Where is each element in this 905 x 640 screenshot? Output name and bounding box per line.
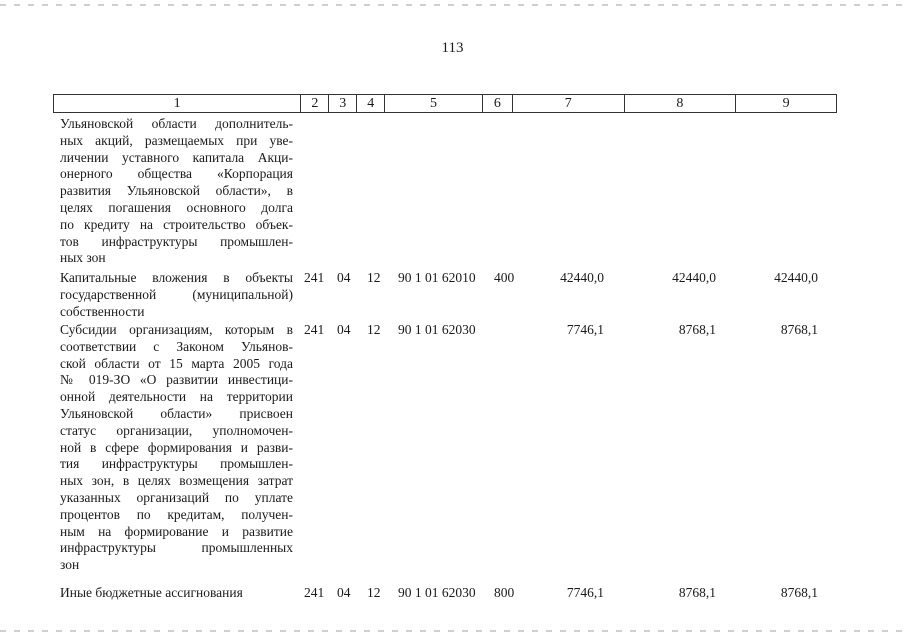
- description-line: Ульяновской области» присвоен: [60, 405, 293, 421]
- amount-column-8: 8768,1: [678, 585, 716, 600]
- target-article-code: 90 1 01 62030: [398, 585, 476, 600]
- column-header-7: 7: [513, 95, 625, 112]
- column-header-1: 1: [54, 95, 301, 112]
- row-description: [60, 116, 293, 267]
- description-line: соответствии с Законом Ульянов-: [60, 338, 293, 354]
- row-description: [60, 270, 293, 320]
- target-article-code: 90 1 01 62010: [398, 270, 476, 285]
- page-number: 113: [441, 40, 464, 56]
- amount-column-9: 42440,0: [774, 270, 818, 285]
- amount-column-7: 7746,1: [566, 322, 604, 337]
- column-header-9: 9: [782, 96, 790, 111]
- target-article-code: 90 1 01 62030: [398, 322, 476, 337]
- subsection-code-2: 12: [367, 270, 381, 285]
- amount-column-8: 42440,0: [672, 270, 716, 285]
- column-header-4: 4: [357, 95, 385, 112]
- description-line: Иные бюджетные ассигнования: [60, 585, 243, 600]
- row-description: [60, 322, 293, 574]
- amount-column-9: 8768,1: [780, 585, 818, 600]
- expense-type-code: 400: [494, 270, 515, 285]
- subsection-code: 04: [337, 585, 351, 600]
- description-line: ных зон: [60, 250, 106, 266]
- column-header-2: 2: [301, 95, 329, 112]
- description-line: Ульяновской области дополнитель-: [60, 116, 293, 131]
- amount-column-7: 42440,0: [560, 270, 604, 285]
- description-line: тов инфраструктуры промышлен-: [60, 233, 293, 249]
- section-code: 241: [304, 322, 325, 337]
- amount-column-9: 8768,1: [780, 322, 818, 337]
- description-line: личении уставного капитала Акци-: [60, 149, 293, 165]
- description-line: тия инфраструктуры промышлен-: [60, 456, 293, 472]
- description-line: развития Ульяновской области», в: [60, 183, 293, 199]
- description-line: государственной (муниципальной): [60, 286, 293, 302]
- description-line: по кредиту на строительство объек-: [60, 216, 293, 232]
- subsection-code-2: 12: [367, 585, 381, 600]
- description-line: ных акций, размещаемых при уве-: [60, 132, 293, 148]
- column-header-3: 3: [329, 95, 357, 112]
- subsection-code: 04: [337, 270, 351, 285]
- description-line: ской области от 15 марта 2005 года: [60, 355, 293, 371]
- column-header-row: [53, 94, 837, 113]
- subsection-code-2: 12: [367, 322, 381, 337]
- scan-bottom-edge: [0, 630, 905, 632]
- description-line: зон: [60, 557, 80, 573]
- scan-top-edge: [0, 4, 905, 6]
- section-code: 241: [304, 585, 325, 600]
- row-description: [60, 585, 293, 602]
- section-code: 241: [304, 270, 325, 285]
- amount-column-7: 7746,1: [566, 585, 604, 600]
- subsection-code: 04: [337, 322, 351, 337]
- description-line: Капитальные вложения в объекты: [60, 270, 293, 285]
- amount-column-8: 8768,1: [678, 322, 716, 337]
- column-header-8: 8: [625, 95, 737, 112]
- description-line: целях погашения основного долга: [60, 199, 293, 215]
- column-header-5: 5: [385, 95, 483, 112]
- description-line: ной в сфере формирования и разви-: [60, 439, 293, 455]
- description-line: онной деятельности на территории: [60, 389, 293, 405]
- description-line: инфраструктуры промышленных: [60, 540, 293, 556]
- description-line: № 019-ЗО «О развитии инвестици-: [60, 372, 293, 388]
- description-line: ных зон, в целях возмещения затрат: [60, 473, 293, 489]
- description-line: статус организации, уполномочен-: [60, 422, 293, 438]
- description-line: указанных организаций по уплате: [60, 489, 293, 505]
- description-line: Субсидии организациям, которым в: [60, 322, 293, 337]
- description-line: онерного общества «Корпорация: [60, 166, 293, 182]
- description-line: процентов по кредитам, получен-: [60, 506, 293, 522]
- column-header-6: 6: [483, 95, 513, 112]
- description-line: собственности: [60, 303, 145, 319]
- expense-type-code: 800: [494, 585, 515, 600]
- description-line: ным на формирование и развитие: [60, 523, 293, 539]
